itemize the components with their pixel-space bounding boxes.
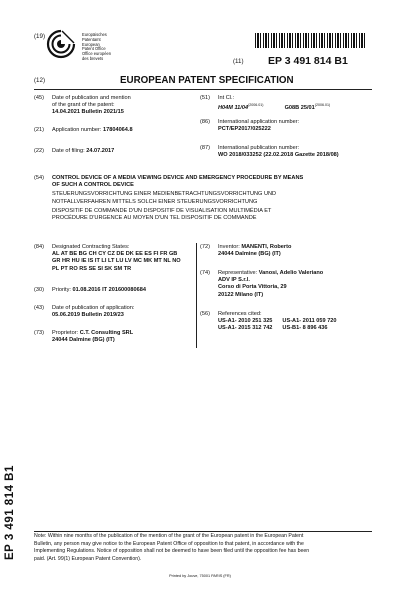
- states: AL AT BE BG CH CY CZ DE DK EE ES FI FR GB: [52, 251, 178, 258]
- value: 24044 Dalmine (BG) (IT): [52, 337, 115, 344]
- field-22: [52, 148, 114, 155]
- value: 24.07.2017: [86, 148, 115, 154]
- office-line: Europäisches: [82, 32, 107, 37]
- code-87: (87): [200, 145, 210, 151]
- value: C.T. Consulting SRL: [79, 330, 134, 336]
- note-rule: [34, 531, 372, 532]
- side-publication-number: EP 3 491 814 B1: [4, 465, 16, 560]
- value: MANENTI, Roberto: [241, 244, 292, 250]
- title-de: STEUERUNGSVORRICHTUNG EINER MEDIENBETRACHTUNGSVORRICHTUNG UND: [52, 191, 277, 198]
- states: GR HR HU IE IS IT LI LT LU LV MC MK MT NL NO: [52, 258, 181, 265]
- value: 17804064.8: [103, 127, 133, 133]
- value: PCT/EP2017/025222: [218, 126, 271, 133]
- field-87: [218, 145, 378, 159]
- label: Priority:: [52, 287, 71, 293]
- label: International application number:: [218, 119, 300, 125]
- value: WO 2018/033252 (22.02.2018 Gazette 2018/08): [218, 152, 339, 159]
- epo-logo-icon: [46, 29, 76, 59]
- label: Representative:: [218, 270, 258, 276]
- code-73: (73): [34, 330, 44, 336]
- code-56: (56): [200, 311, 210, 317]
- printer-footer: Printed by Jouve, 75001 PARIS (FR): [169, 574, 231, 578]
- code-22: (22): [34, 148, 44, 154]
- value: ADV IP S.r.l.: [218, 277, 250, 284]
- title-block: [52, 175, 377, 222]
- label: Designated Contracting States:: [52, 244, 130, 250]
- label: Inventor:: [218, 244, 240, 250]
- note-line: Bulletin, any person may give notice to the European Patent Office of opposition to that patent, in accordance with the: [34, 540, 304, 547]
- office-line: Office européen: [82, 51, 112, 57]
- field-21: [52, 127, 133, 134]
- opposition-note: [34, 533, 374, 563]
- label: Application number:: [52, 127, 102, 133]
- reference: US-A1- 2010 251 325: [218, 318, 273, 325]
- code-84: (84): [34, 244, 44, 250]
- field-56: [218, 311, 378, 333]
- code-21: (21): [34, 127, 44, 133]
- code-74: (74): [200, 270, 210, 276]
- office-line: European: [82, 41, 100, 47]
- label: Date of publication of application:: [52, 305, 135, 311]
- note-line: paid. (Art. 99(1) European Patent Convention).: [34, 555, 142, 562]
- office-line: Patentamt: [82, 36, 101, 42]
- code-86: (86): [200, 119, 210, 125]
- reference: US-A1- 2015 312 742: [218, 325, 273, 332]
- field-45-text: [52, 95, 202, 117]
- field-84: [52, 244, 194, 273]
- states: PL PT RO RS SE SI SK SM TR: [52, 265, 132, 272]
- value: Vanosi, Adelio Valeriano: [258, 270, 324, 276]
- label: of the grant of the patent:: [52, 102, 115, 109]
- header-rule: [34, 89, 372, 90]
- code-12: (12): [34, 77, 46, 84]
- title-en: OF SUCH A CONTROL DEVICE: [52, 182, 134, 189]
- note-line: Note: Within nine months of the publication of the mention of the grant of the European patent in the European Patent: [34, 533, 304, 539]
- barcode-icon: [255, 33, 365, 48]
- code-51: (51): [200, 95, 210, 101]
- code-43: (43): [34, 305, 44, 311]
- value: Corso di Porta Vittoria, 29: [218, 284, 287, 291]
- value: 01.08.2016 IT 201600080684: [72, 287, 146, 293]
- label: Proprietor:: [52, 330, 79, 336]
- ipc-2: G08B 25/01: [284, 105, 315, 112]
- label: Date of filing:: [52, 148, 85, 154]
- field-74: [218, 270, 323, 299]
- title-fr: PROCÉDURE D'URGENCE AU MOYEN D'UN TEL DISPOSITIF DE COMMANDE: [52, 215, 257, 222]
- title-en: CONTROL DEVICE OF A MEDIA VIEWING DEVICE AND EMERGENCY PROCEDURE BY MEANS: [52, 175, 304, 181]
- value: 05.06.2019 Bulletin 2019/23: [52, 312, 124, 319]
- reference: US-A1- 2011 059 720: [282, 318, 337, 325]
- office-line: des brevets: [82, 55, 104, 61]
- publication-number: EP 3 491 814 B1: [268, 55, 348, 67]
- office-name: [82, 33, 111, 62]
- ipc-1: H04M 11/04: [218, 105, 249, 112]
- field-51: [218, 95, 378, 112]
- code-72: (72): [200, 244, 210, 250]
- ipc-1-date: (2006.01): [248, 103, 264, 108]
- code: (45): [34, 95, 44, 101]
- label: Int Cl.:: [218, 95, 235, 101]
- column-divider: [196, 243, 197, 348]
- value: 20122 Milano (IT): [218, 291, 264, 298]
- office-line: Patent Office: [82, 46, 106, 52]
- label: References cited:: [218, 311, 262, 317]
- document-type: EUROPEAN PATENT SPECIFICATION: [120, 75, 294, 86]
- label: Date of publication and mention: [52, 95, 131, 101]
- ipc-2-date: (2006.01): [314, 103, 331, 108]
- field-30: [52, 287, 146, 294]
- field-73: [52, 330, 133, 344]
- value: 24044 Dalmine (BG) (IT): [218, 251, 281, 258]
- code-54: (54): [34, 175, 44, 181]
- value: 14.04.2021 Bulletin 2021/15: [52, 109, 124, 116]
- code-11: (11): [233, 58, 244, 65]
- label: International publication number:: [218, 145, 300, 151]
- code-30: (30): [34, 287, 44, 293]
- field-86: [218, 119, 299, 133]
- field-72: [218, 244, 291, 258]
- title-de: NOTFALLVERFAHREN MITTELS SOLCH EINER STEUERUNGSVORRICHTUNG: [52, 198, 258, 205]
- field-43: [52, 305, 134, 319]
- note-line: Implementing Regulations. Notice of opposition shall not be deemed to have been filed until the opposition fee has been: [34, 548, 310, 555]
- title-fr: DISPOSITIF DE COMMANDE D'UN DISPOSITIF DE VISUALISATION MULTIMÉDIA ET: [52, 207, 272, 214]
- code-19: (19): [34, 33, 46, 40]
- reference: US-B1- 8 896 436: [282, 325, 328, 332]
